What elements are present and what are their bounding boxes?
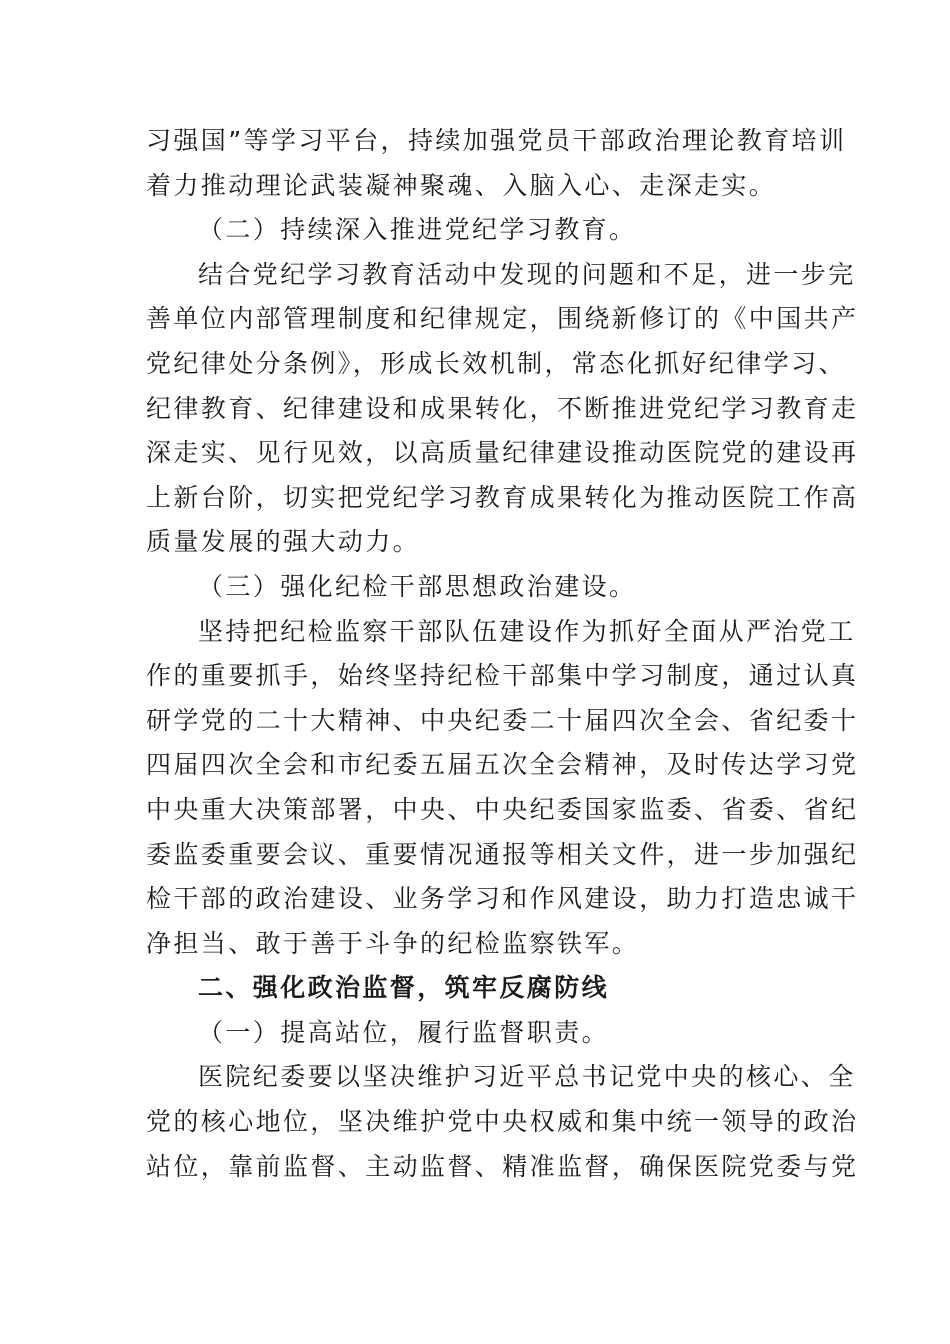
text-line: 习强国”等学习平台，持续加强党员干部政治理论教育培训 xyxy=(146,126,847,155)
text-line: 质量发展的强大动力。 xyxy=(146,527,421,557)
text-line: 善单位内部管理制度和纪律规定，围绕新修订的《中国共产 xyxy=(146,304,859,334)
text-line: 作的重要抓手，始终坚持纪检干部集中学习制度，通过认真 xyxy=(146,661,859,691)
text-line: 深走实、见行见效，以高质量纪律建设推动医院党的建设再 xyxy=(146,438,859,468)
document-body xyxy=(146,119,859,1189)
text-line: 党的核心地位，坚决维护党中央权威和集中统一领导的政治 xyxy=(146,1107,859,1137)
text-line: 着力推动理论武装凝神聚魂、入脑入心、走深走实。 xyxy=(146,170,777,200)
text-line: 结合党纪学习教育活动中发现的问题和不足，进一步完 xyxy=(198,259,856,289)
text-line: 医院纪委要以坚决维护习近平总书记党中央的核心、全 xyxy=(198,1062,856,1092)
text-line: 委监委重要会议、重要情况通报等相关文件，进一步加强纪 xyxy=(146,839,859,869)
text-line: 坚持把纪检监察干部队伍建设作为抓好全面从严治党工 xyxy=(198,616,856,646)
text-line: 纪律教育、纪律建设和成果转化，不断推进党纪学习教育走 xyxy=(146,393,859,423)
text-line: （二）持续深入推进党纪学习教育。 xyxy=(198,215,637,245)
text-line: 检干部的政治建设、业务学习和作风建设，助力打造忠诚干 xyxy=(146,884,859,914)
text-line: （一）提高站位，履行监督职责。 xyxy=(198,1017,610,1047)
text-line: 党纪律处分条例》，形成长效机制，常态化抓好纪律学习、 xyxy=(146,348,846,378)
text-line: （三）强化纪检干部思想政治建设。 xyxy=(198,571,637,601)
text-line: 站位，靠前监督、主动监督、精准监督，确保医院党委与党 xyxy=(146,1151,859,1181)
text-line: 中央重大决策部署，中央、中央纪委国家监委、省委、省纪 xyxy=(146,794,859,824)
text-line: 研学党的二十大精神、中央纪委二十届四次全会、省纪委十 xyxy=(146,705,859,735)
section-heading: 二、强化政治监督，筑牢反腐防线 xyxy=(198,973,610,1003)
text-line: 四届四次全会和市纪委五届五次全会精神，及时传达学习党 xyxy=(146,750,859,780)
text-line: 上新台阶，切实把党纪学习教育成果转化为推动医院工作高 xyxy=(146,482,859,512)
text-line: 净担当、敢于善于斗争的纪检监察铁军。 xyxy=(146,928,640,958)
